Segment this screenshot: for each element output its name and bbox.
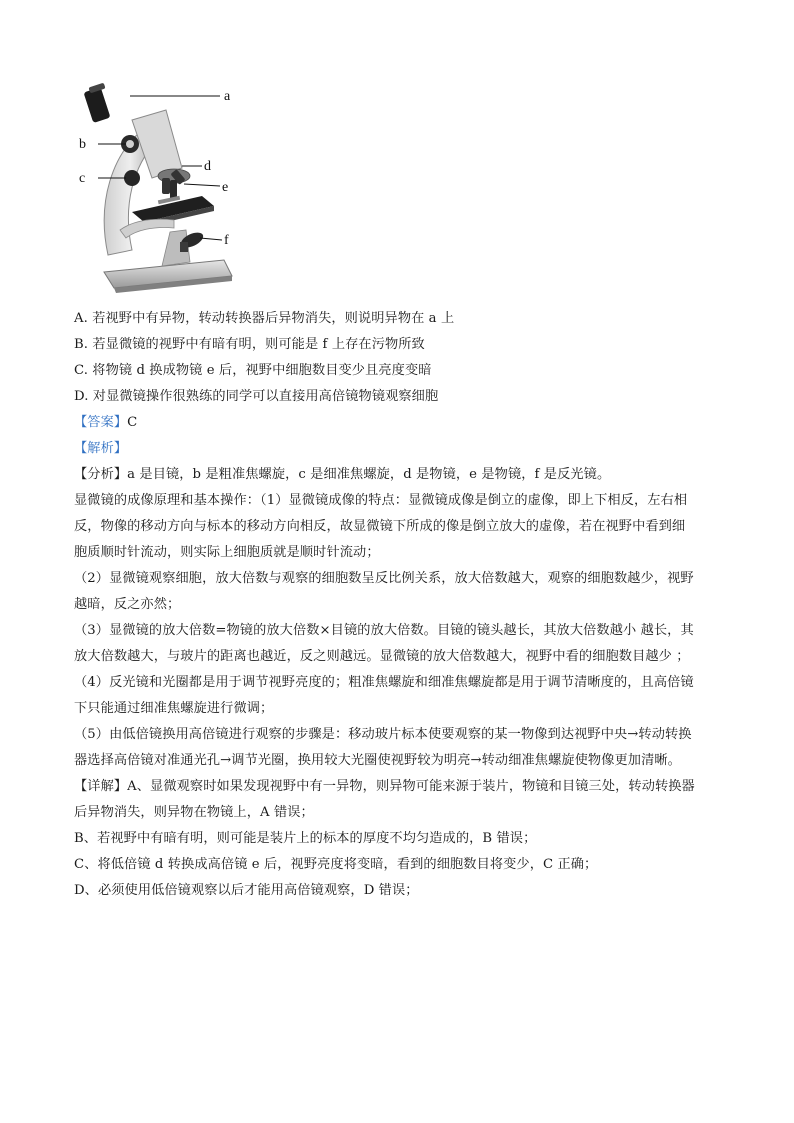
answer-line — [74, 410, 724, 436]
text-line: B、若视野中有暗有明，则可能是装片上的标本的厚度不均匀造成的，B 错误； — [74, 831, 537, 846]
answer-tag: 【答案】 — [74, 415, 128, 430]
text-line: 下只能通过细准焦螺旋进行微调； — [74, 701, 274, 716]
text-line: D、必须使用低倍镜观察以后才能用高倍镜观察，D 错误； — [74, 883, 419, 898]
option-a: A. 若视野中有异物，转动转换器后异物消失，则说明异物在 a 上 — [74, 311, 455, 326]
option-d: D. 对显微镜操作很熟练的同学可以直接用高倍镜物镜观察细胞 — [74, 389, 439, 404]
text-line: 后异物消失，则异物在物镜上，A 错误； — [74, 805, 314, 820]
text-line: 显微镜的成像原理和基本操作：（1）显微镜成像的特点：显微镜成像是倒立的虚像，即上下相反，左右相 — [74, 493, 688, 508]
text-line: 【分析】a 是目镜，b 是粗准焦螺旋，c 是细准焦螺旋，d 是物镜，e 是物镜，f 是反光镜。 — [74, 467, 611, 482]
label-e: e — [222, 180, 229, 195]
option-c: C. 将物镜 d 换成物镜 e 后，视野中细胞数目变少且亮度变暗 — [74, 363, 432, 378]
text-line: 器选择高倍镜对准通光孔→调节光圈，换用较大光圈使视野较为明亮→转动细准焦螺旋使物像更加清晰。 — [74, 753, 681, 768]
option-b: B. 若显微镜的视野中有暗有明，则可能是 f 上存在污物所致 — [74, 337, 425, 352]
label-f: f — [224, 233, 229, 248]
label-b: b — [79, 137, 86, 152]
text-line: （4）反光镜和光圈都是用于调节视野亮度的；粗准焦螺旋和细准焦螺旋都是用于调节清晰度的，且高倍镜 — [74, 675, 694, 690]
analysis-tag: 【解析】 — [74, 441, 128, 456]
text-line: 越暗，反之亦然； — [74, 597, 181, 612]
text-line: 【详解】A、显微观察时如果发现视野中有一异物，则异物可能来源于装片，物镜和目镜三处，转动转换器 — [74, 779, 695, 794]
answer-value: C — [127, 415, 138, 430]
text-line: 胞质顺时针流动，则实际上细胞质就是顺时针流动； — [74, 545, 380, 560]
label-c: c — [79, 171, 86, 186]
text-line: 反，物像的移动方向与标本的移动方向相反，故显微镜下所成的像是倒立放大的虚像，若在视野中看到细 — [74, 519, 686, 534]
text-line: 放大倍数越大，与玻片的距离也越近，反之则越远。显微镜的放大倍数越大，视野中看的细胞数目越少 ； — [74, 649, 690, 664]
label-a: a — [224, 89, 231, 104]
label-d: d — [204, 159, 211, 174]
document-body — [74, 306, 724, 904]
text-line: （3）显微镜的放大倍数=物镜的放大倍数×目镜的放大倍数。目镜的镜头越长，其放大倍数越小 越长，其 — [74, 623, 694, 638]
text-line: C、将低倍镜 d 转换成高倍镜 e 后，视野亮度将变暗，看到的细胞数目将变少，C 正确； — [74, 857, 598, 872]
text-line: （2）显微镜观察细胞，放大倍数与观察的细胞数呈反比例关系，放大倍数越大，观察的细胞数越少，视野 — [74, 571, 694, 586]
text-line: （5）由低倍镜换用高倍镜进行观察的步骤是：移动玻片标本使要观察的某一物像到达视野中央→转动转换 — [74, 727, 692, 742]
microscope-illustration — [74, 80, 274, 295]
microscope-figure — [74, 80, 274, 295]
